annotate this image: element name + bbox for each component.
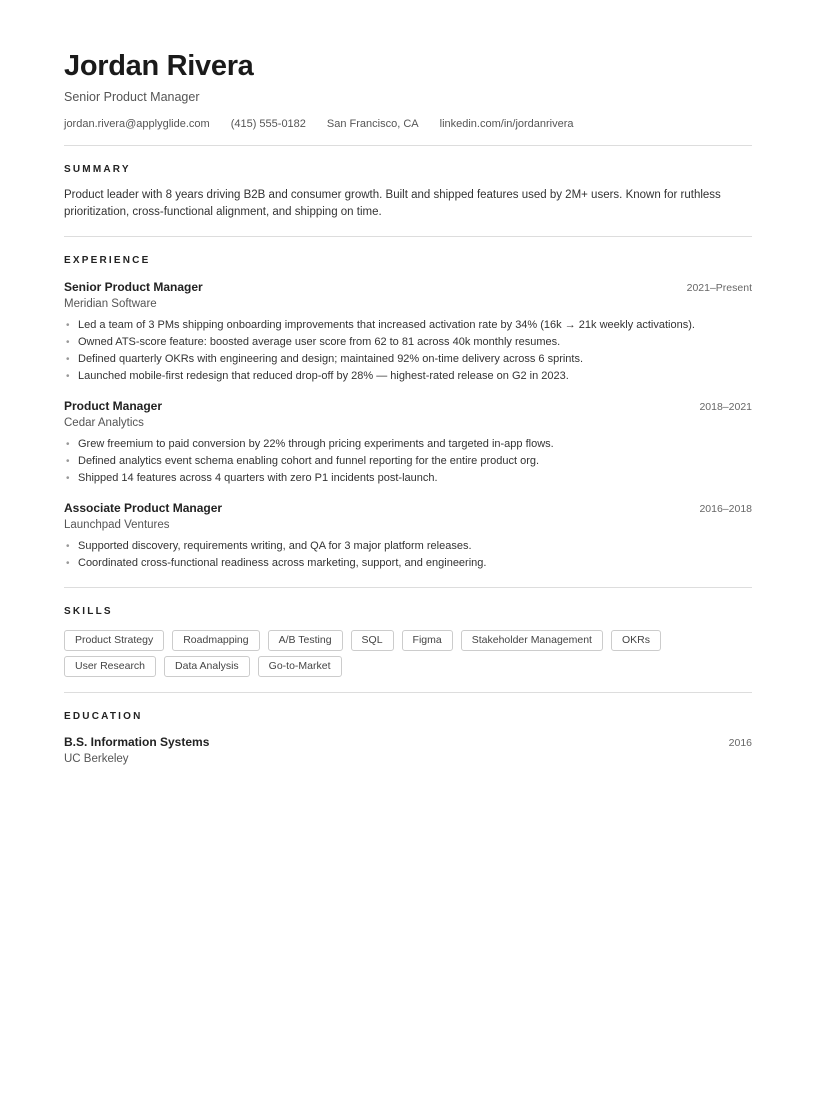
skill-chip: Data Analysis	[164, 656, 250, 677]
skills-label: SKILLS	[64, 606, 113, 617]
education-label: EDUCATION	[64, 711, 143, 722]
bullet-item: • Owned ATS-score feature: boosted average user score from 62 to 81 across 40k monthly resumes.	[64, 334, 752, 351]
experience-section	[64, 255, 752, 572]
job-title: Senior Product Manager	[64, 280, 203, 294]
job-bullets	[64, 538, 752, 572]
job-title: Product Manager	[64, 399, 163, 413]
experience-label: EXPERIENCE	[64, 255, 151, 266]
bullet-item: • Supported discovery, requirements writing, and QA for 3 major platform releases.	[64, 538, 752, 555]
job-dates: 2018–2021	[699, 401, 752, 413]
education-dates: 2016	[728, 737, 752, 749]
candidate-name: Jordan Rivera	[64, 50, 254, 82]
contact-item: San Francisco, CA	[326, 118, 419, 130]
school-name: UC Berkeley	[64, 753, 129, 765]
education-head	[64, 735, 752, 749]
skill-chip: SQL	[351, 630, 394, 651]
divider	[64, 236, 752, 237]
skill-chip: Go-to-Market	[258, 656, 342, 677]
divider	[64, 692, 752, 693]
skill-chip: Figma	[402, 630, 453, 651]
bullet-item: • Coordinated cross-functional readiness across marketing, support, and engineering.	[64, 555, 752, 572]
job-company: Launchpad Ventures	[64, 519, 170, 531]
job-entry	[64, 501, 752, 572]
skill-chip: Stakeholder Management	[461, 630, 603, 651]
job-company: Cedar Analytics	[64, 417, 144, 429]
education-entry	[64, 735, 752, 765]
job-bullets	[64, 317, 752, 385]
education-section	[64, 711, 752, 765]
job-entry	[64, 280, 752, 385]
divider	[64, 145, 752, 146]
bullet-item: • Led a team of 3 PMs shipping onboarding improvements that increased activation rate by 34% (16k → 21k weekly activations).	[64, 317, 752, 334]
job-title: Associate Product Manager	[64, 501, 223, 515]
summary-section	[64, 164, 752, 221]
experience-jobs	[64, 280, 752, 572]
candidate-title: Senior Product Manager	[64, 90, 200, 104]
skill-chip: Roadmapping	[172, 630, 259, 651]
skill-chip: User Research	[64, 656, 156, 677]
summary-text: Product leader with 8 years driving B2B and consumer growth. Built and shipped features used by 2M+ users. Known for ruthless prioritization, cross-functional alignment, and shipping on time.	[64, 189, 721, 218]
job-entry	[64, 399, 752, 487]
bullet-item: • Defined quarterly OKRs with engineering and design; maintained 92% on-time delivery across 6 sprints.	[64, 351, 752, 368]
job-dates: 2021–Present	[686, 282, 752, 294]
bullet-item: • Grew freemium to paid conversion by 22% through pricing experiments and targeted in-app flows.	[64, 436, 752, 453]
bullet-item: • Shipped 14 features across 4 quarters with zero P1 incidents post-launch.	[64, 470, 752, 487]
skills-section	[64, 606, 752, 677]
job-head	[64, 501, 752, 515]
bullet-item: • Launched mobile-first redesign that reduced drop-off by 28% — highest-rated release on G2 in 2023.	[64, 368, 752, 385]
bullet-item: • Defined analytics event schema enabling cohort and funnel reporting for the entire product org.	[64, 453, 752, 470]
job-bullets	[64, 436, 752, 487]
skill-chip: OKRs	[611, 630, 661, 651]
contact-item: jordan.rivera@applyglide.com	[64, 118, 210, 130]
skill-chip: A/B Testing	[268, 630, 343, 651]
skills-chips	[64, 630, 752, 677]
contact-row	[64, 118, 752, 130]
divider	[64, 587, 752, 588]
job-head	[64, 399, 752, 413]
summary-label: SUMMARY	[64, 164, 131, 175]
contact-item: linkedin.com/in/jordanrivera	[439, 118, 574, 130]
resume-header	[64, 50, 752, 130]
job-head	[64, 280, 752, 294]
degree-name: B.S. Information Systems	[64, 735, 210, 749]
contact-item: (415) 555-0182	[230, 118, 306, 130]
skill-chip: Product Strategy	[64, 630, 164, 651]
job-dates: 2016–2018	[699, 503, 752, 515]
job-company: Meridian Software	[64, 298, 157, 310]
